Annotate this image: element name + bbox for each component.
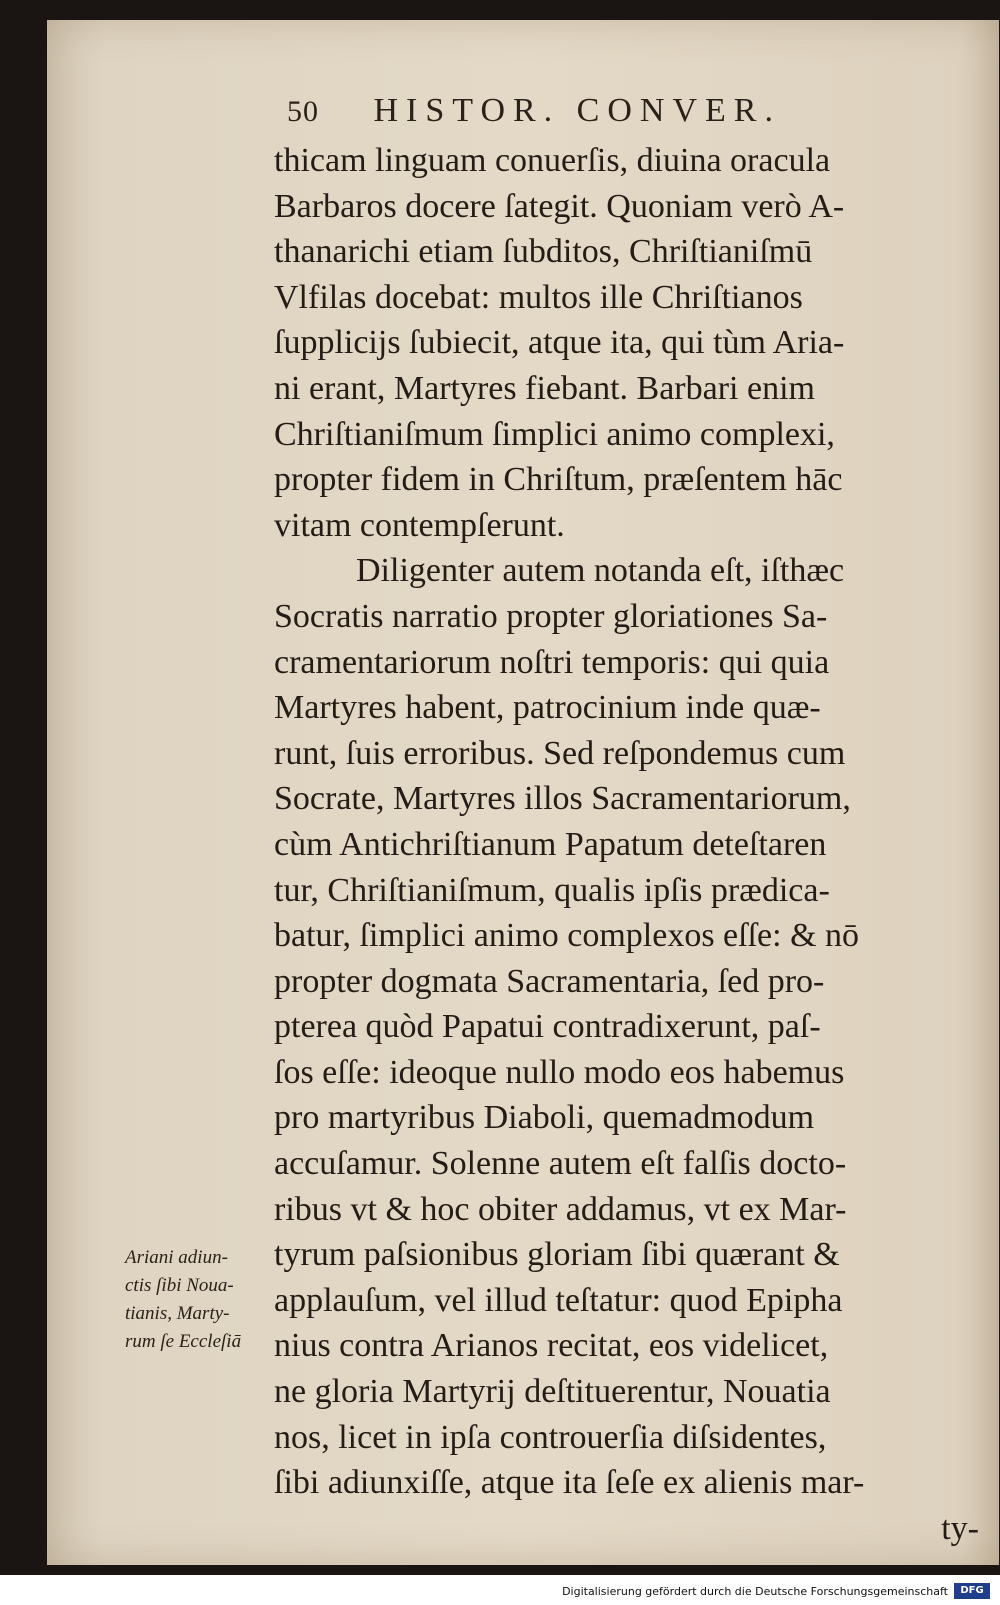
text-line: thanarichi etiam ſubditos, Chriſtianiſmū [274,233,813,271]
text-line: batur, ſimplici animo complexos eſſe: & nō [274,917,860,955]
text-line: cùm Antichriſtianum Papatum deteſtaren [274,825,827,863]
main-text [274,138,979,1551]
text-line: ne gloria Martyrij deſtituerentur, Nouatia [274,1373,831,1411]
text-line: cramentariorum noſtri temporis: qui quia [274,643,830,681]
catchword: ty- [941,1509,979,1547]
text-line: nos, licet in ipſa controuerſia diſsidentes, [274,1418,827,1456]
text-line: propter dogmata Sacramentaria, ſed pro- [274,962,825,1000]
dfg-logo-icon: DFG [954,1583,990,1599]
text-line: thicam linguam conuerſis, diuina oracula [274,142,831,179]
running-title: HISTOR. CONVER. [373,92,781,129]
running-head [287,92,907,130]
text-line: Martyres habent, patrocinium inde quæ- [274,689,821,727]
marginal-line: rum ſe Eccleſiā [125,1331,242,1352]
text-line: applauſum, vel illud teſtatur: quod Epipha [274,1281,843,1319]
text-line: ribus vt & hoc obiter addamus, vt ex Mar- [274,1190,847,1228]
text-line: accuſamur. Solenne autem eſt falſis docto- [274,1145,847,1183]
text-line: pterea quòd Papatui contradixerunt, paſ- [274,1008,821,1046]
text-line: ſibi adiunxiſſe, atque ita ſeſe ex alienis mar- [274,1464,865,1502]
book-page [47,20,999,1565]
marginal-note [125,1244,295,1356]
marginal-line: Ariani adiun- [125,1247,228,1268]
funding-credit: Digitalisierung gefördert durch die Deutsche Forschungsgemeinschaft [562,1585,948,1598]
paragraph-start-line: Diligenter autem notanda eſt, iſthæc [356,552,845,590]
text-line: runt, ſuis erroribus. Sed reſpondemus cum [274,734,846,772]
text-line: Chriſtianiſmum ſimplici animo complexi, [274,415,835,453]
text-line: ſupplicijs ſubiecit, atque ita, qui tùm Aria- [274,324,845,362]
text-line: tur, Chriſtianiſmum, qualis ipſis prædica- [274,871,830,909]
text-line: Socrate, Martyres illos Sacramentariorum, [274,780,851,818]
page-number: 50 [287,95,319,128]
text-line: Vlfilas docebat: multos ille Chriſtianos [274,278,803,316]
digitization-footer [0,1575,1000,1605]
marginal-line: tianis, Marty- [125,1303,230,1324]
text-line: Barbaros docere ſategit. Quoniam verò A- [274,187,845,225]
text-line: propter fidem in Chriſtum, præſentem hāc [274,461,843,499]
marginal-line: ctis ſibi Noua- [125,1275,234,1296]
text-line: pro martyribus Diaboli, quemadmodum [274,1099,815,1137]
text-line: tyrum paſsionibus gloriam ſibi quærant & [274,1236,840,1274]
text-line: Socratis narratio propter gloriationes Sa- [274,597,828,635]
text-line: nius contra Arianos recitat, eos videlicet, [274,1327,829,1365]
text-line: ni erant, Martyres fiebant. Barbari enim [274,369,815,407]
text-line: vitam contempſerunt. [274,506,565,544]
text-line: ſos eſſe: ideoque nullo modo eos habemus [274,1053,845,1091]
